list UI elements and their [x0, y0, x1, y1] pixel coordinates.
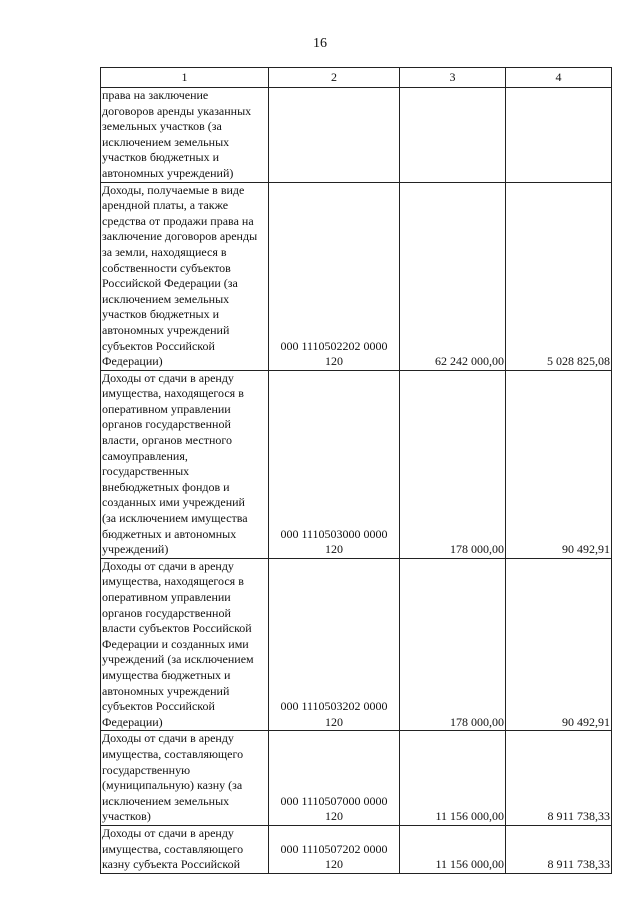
row-name-text: Доходы от сдачи в аренду имущества, находящегося в оперативном управлении органов государственной власти, органов местного самоуправления, государственных внебюджетных фондов и созданных ими учреждений (за исключением имущества бюджетных и автономных учреждений) — [102, 370, 248, 557]
row-plan: 11 156 000,00 — [400, 731, 506, 826]
header-col-1: 1 — [101, 68, 269, 88]
row-code-text: 000 1110507000 0000 120 — [280, 793, 388, 824]
row-code — [269, 558, 400, 731]
row-fact: 90 492,91 — [506, 370, 612, 558]
row-name-text: Доходы от сдачи в аренду имущества, составляющего государственную (муниципальную) казну (за исключением земельных участков) — [102, 731, 244, 824]
row-code — [269, 370, 400, 558]
row-code — [269, 182, 400, 370]
row-name-text: Доходы от сдачи в аренду имущества, находящегося в оперативном управлении органов государственной власти субъектов Российской Федерации и созданных ими учреждений (за исключением имущества бюджетных и автономных учреждений субъектов Российской Федерации) — [102, 558, 254, 729]
row-plan: 178 000,00 — [400, 558, 506, 731]
row-name-text: Доходы от сдачи в аренду имущества, составляющего казну субъекта Российской — [102, 825, 244, 872]
row-name — [101, 370, 269, 558]
row-plan — [400, 88, 506, 183]
row-name-text: права на заключение договоров аренды указанных земельных участков (за исключением земельных участков бюджетных и автономных учреждений) — [102, 88, 252, 180]
table-row — [101, 88, 612, 183]
row-fact: 8 911 738,33 — [506, 825, 612, 873]
row-fact: 5 028 825,08 — [506, 182, 612, 370]
row-code-text: 000 1110502202 0000 120 — [280, 338, 388, 369]
table-row — [101, 731, 612, 826]
row-code — [269, 88, 400, 183]
row-code — [269, 731, 400, 826]
row-name-text: Доходы, получаемые в виде арендной платы, а также средства от продажи права на заключение договоров аренды за земли, находящиеся в собственности субъектов Российской Федерации (за исключением земельных участков бюджетных и автономных учреждений субъектов Российской Федерации) — [102, 182, 258, 369]
table-header-row — [101, 68, 612, 88]
row-name — [101, 88, 269, 183]
row-plan: 62 242 000,00 — [400, 182, 506, 370]
row-name — [101, 558, 269, 731]
page-number: 16 — [313, 36, 327, 51]
row-plan: 11 156 000,00 — [400, 825, 506, 873]
row-code-text: 000 1110507202 0000 120 — [280, 841, 388, 872]
table-row — [101, 558, 612, 731]
table-row — [101, 182, 612, 370]
header-col-4: 4 — [506, 68, 612, 88]
table-row — [101, 825, 612, 873]
header-col-2: 2 — [269, 68, 400, 88]
row-code-text: 000 1110503000 0000 120 — [280, 526, 388, 557]
row-name — [101, 825, 269, 873]
table-row — [101, 370, 612, 558]
revenue-table — [100, 67, 612, 874]
row-code-text: 000 1110503202 0000 120 — [280, 699, 388, 729]
row-code — [269, 825, 400, 873]
row-plan: 178 000,00 — [400, 370, 506, 558]
row-fact: 8 911 738,33 — [506, 731, 612, 826]
row-fact: 90 492,91 — [506, 558, 612, 731]
header-col-3: 3 — [400, 68, 506, 88]
row-name — [101, 731, 269, 826]
row-fact — [506, 88, 612, 183]
row-name — [101, 182, 269, 370]
